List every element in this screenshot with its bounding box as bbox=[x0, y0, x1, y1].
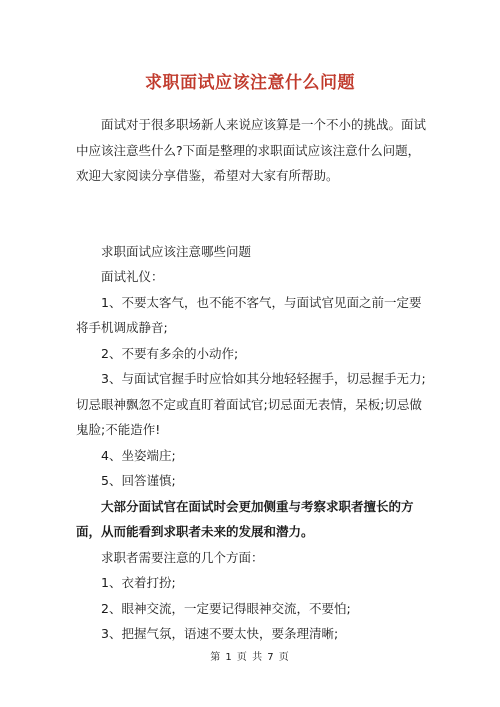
list-item: 5、回答谨慎; bbox=[101, 473, 176, 488]
paragraph-aspects-label: 求职者需要注意的几个方面： bbox=[101, 549, 264, 565]
list-item: 4、坐姿端庄; bbox=[101, 447, 176, 463]
paragraph-gap bbox=[76, 214, 432, 239]
paragraph-gap bbox=[76, 189, 432, 214]
paragraph-etiquette-label: 面试礼仪： bbox=[101, 269, 164, 284]
section-heading: 求职面试应该注意哪些问题 bbox=[101, 243, 252, 259]
list-item: 1、不要太客气，也不能不客气，与面试官见面之前一定要将手机调成静音; bbox=[76, 294, 422, 335]
document-title: 求职面试应该注意什么问题 bbox=[145, 73, 355, 93]
paragraph-intro: 面试对于很多职场新人来说应该算是一个不小的挑战。面试中应该注意些什么?下面是整理的求职面试应该注意什么问题，欢迎大家阅读分享借鉴，希望对大家有所帮助。 bbox=[76, 117, 427, 183]
paragraph-emphasis: 大部分面试官在面试时会更加侧重与考察求职者擅长的方面，从而能看到求职者未来的发展和潜力。 bbox=[76, 498, 414, 539]
list-item: 3、与面试官握手时应恰如其分地轻轻握手，切忌握手无力;切忌眼神飘忽不定或直盯着面试官;切忌面无表情，呆板;切忌做鬼脸;不能造作! bbox=[76, 371, 426, 437]
list-item: 2、不要有多余的小动作; bbox=[101, 345, 239, 361]
document-body bbox=[76, 112, 432, 647]
list-item: 2、眼神交流，一定要记得眼神交流，不要怕; bbox=[101, 600, 351, 616]
list-item: 1、衣着打扮; bbox=[101, 575, 176, 590]
page-footer: 第 1 页 共 7 页 bbox=[210, 652, 290, 663]
list-item: 3、把握气氛，语速不要太快，要条理清晰; bbox=[101, 626, 339, 641]
